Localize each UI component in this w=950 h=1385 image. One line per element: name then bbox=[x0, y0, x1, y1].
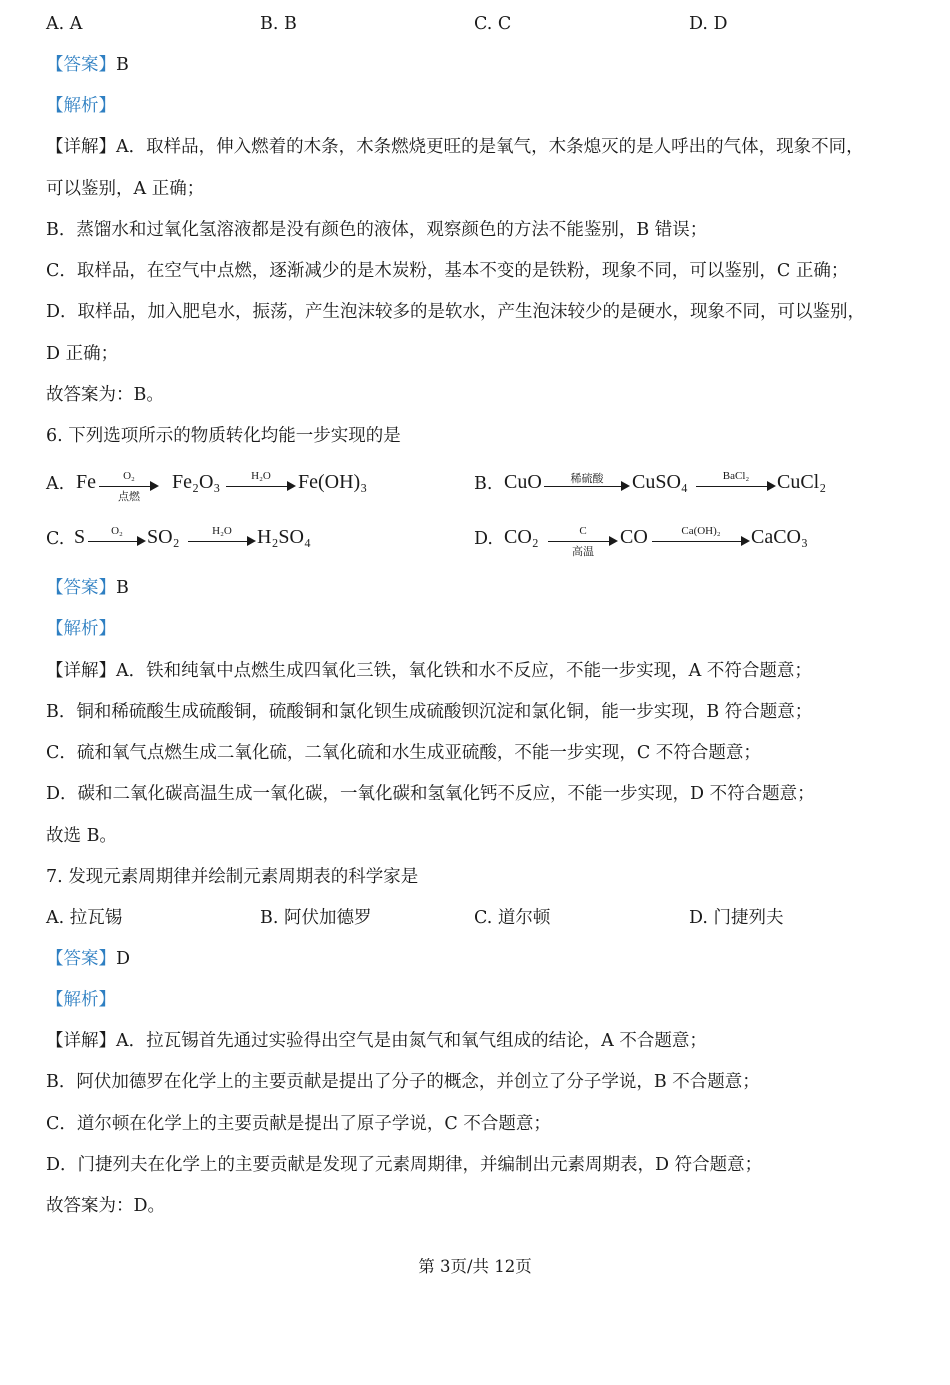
q5-option-a: A. A bbox=[46, 14, 83, 34]
answer-tag: 【答案】 bbox=[46, 55, 116, 75]
arrow-condition: Ca(OH)₂ bbox=[681, 525, 721, 537]
species: Fe(OH)₃ bbox=[298, 471, 368, 493]
species: CO bbox=[620, 526, 648, 548]
reaction-arrow bbox=[652, 525, 750, 555]
q7-option-b: B. 阿伏加德罗 bbox=[260, 908, 372, 928]
q7-detail-line: D．门捷列夫在化学上的主要贡献是发现了元素周期律，并编制出元素周期表，D 符合题意； bbox=[46, 1155, 763, 1175]
species: S bbox=[74, 526, 86, 548]
page-number: 第 3页/共 12页 bbox=[418, 1257, 532, 1276]
arrow-condition: O₂ bbox=[111, 525, 123, 537]
answer-tag: 【答案】 bbox=[46, 578, 116, 598]
q5-detail-line: D．取样品，加入肥皂水，振荡，产生泡沫较多的是软水，产生泡沫较少的是硬水，现象不同，可以鉴别， bbox=[46, 302, 866, 322]
q6-answer bbox=[46, 576, 129, 600]
q5-option-b: B. B bbox=[260, 14, 297, 34]
q6-question: 6. 下列选项所示的物质转化均能一步实现的是 bbox=[46, 426, 401, 446]
q7-option-d: D. 门捷列夫 bbox=[689, 908, 784, 928]
q7-detail-line: C．道尔顿在化学上的主要贡献是提出了原子学说，C 不合题意； bbox=[46, 1114, 551, 1134]
option-letter: A. bbox=[46, 474, 65, 494]
q6-detail-line bbox=[46, 659, 812, 683]
option-letter: B. bbox=[474, 474, 493, 494]
q7-option-c: C. 道尔顿 bbox=[474, 908, 551, 928]
q7-option-a: A. 拉瓦锡 bbox=[46, 908, 123, 928]
q7-question: 7. 发现元素周期律并绘制元素周期表的科学家是 bbox=[46, 867, 419, 887]
species: CO₂ bbox=[504, 526, 539, 548]
q7-detail-line: B．阿伏加德罗在化学上的主要贡献是提出了分子的概念，并创立了分子学说，B 不合题意； bbox=[46, 1072, 760, 1092]
answer-value: D bbox=[116, 949, 131, 969]
reaction-arrow bbox=[88, 525, 146, 555]
q5-option-d: D. D bbox=[689, 14, 728, 34]
q5-detail-line bbox=[46, 135, 864, 159]
species: CuSO₄ bbox=[632, 471, 688, 493]
arrow-condition: BaCl₂ bbox=[722, 470, 750, 482]
q5-detail-line: 可以鉴别，A 正确； bbox=[46, 179, 205, 199]
reaction-arrow bbox=[226, 470, 296, 500]
species: SO₂ bbox=[147, 526, 180, 548]
species: H₂SO₄ bbox=[257, 526, 311, 548]
reaction-arrow bbox=[544, 474, 630, 500]
arrow-condition: H₂O bbox=[251, 470, 271, 482]
arrow-condition: 点燃 bbox=[118, 491, 140, 503]
species: Fe₂O₃ bbox=[172, 471, 221, 493]
q5-conclusion: 故答案为：B。 bbox=[46, 385, 164, 405]
detail-tag: 【详解】 bbox=[46, 137, 116, 157]
q5-answer bbox=[46, 53, 129, 77]
q6-detail-line: C．硫和氧气点燃生成二氧化硫，二氧化硫和水生成亚硫酸，不能一步实现，C 不符合题意； bbox=[46, 743, 761, 763]
arrow-condition: C bbox=[579, 525, 587, 537]
species: CuO bbox=[504, 471, 542, 493]
q6-detail-line: B．铜和稀硫酸生成硫酸铜，硫酸铜和氯化钡生成硫酸钡沉淀和氯化铜，能一步实现，B 符合题意； bbox=[46, 702, 813, 722]
detail-tag: 【详解】 bbox=[46, 661, 116, 681]
detail-text: A．铁和纯氧中点燃生成四氧化三铁，氧化铁和水不反应，不能一步实现，A 不符合题意； bbox=[116, 661, 812, 681]
detail-text: A．拉瓦锡首先通过实验得出空气是由氮气和氧气组成的结论，A 不合题意； bbox=[116, 1031, 707, 1051]
arrow-condition: O₂ bbox=[123, 470, 135, 482]
q6-option-a bbox=[46, 466, 446, 506]
q7-detail-line bbox=[46, 1029, 707, 1053]
arrow-condition: 高温 bbox=[572, 546, 594, 558]
answer-value: B bbox=[116, 55, 129, 75]
reaction-arrow bbox=[548, 525, 618, 558]
q6-conclusion: 故选 B。 bbox=[46, 826, 117, 846]
q5-detail-line: C．取样品，在空气中点燃，逐渐减少的是木炭粉，基本不变的是铁粉，现象不同，可以鉴别，C 正确； bbox=[46, 261, 849, 281]
species: CuCl₂ bbox=[777, 471, 827, 493]
q6-option-c bbox=[46, 521, 446, 561]
arrow-condition: H₂O bbox=[212, 525, 232, 537]
option-letter: D. bbox=[474, 529, 493, 549]
species: CaCO₃ bbox=[751, 526, 808, 548]
q5-analysis-tag: 【解析】 bbox=[46, 96, 116, 116]
reaction-arrow bbox=[696, 470, 776, 500]
q5-option-c: C. C bbox=[474, 14, 512, 34]
answer-value: B bbox=[116, 578, 129, 598]
q5-detail-line: D 正确； bbox=[46, 344, 119, 364]
detail-text: A．取样品，伸入燃着的木条，木条燃烧更旺的是氧气，木条熄灭的是人呼出的气体，现象不同， bbox=[116, 137, 864, 157]
arrow-condition: 稀硫酸 bbox=[570, 473, 604, 485]
q6-detail-line: D．碳和二氧化碳高温生成一氧化碳，一氧化碳和氢氧化钙不反应，不能一步实现，D 不符合题意； bbox=[46, 784, 815, 804]
species: Fe bbox=[76, 471, 96, 493]
reaction-arrow bbox=[99, 470, 159, 503]
q5-detail-line: B．蒸馏水和过氧化氢溶液都是没有颜色的液体，观察颜色的方法不能鉴别，B 错误； bbox=[46, 220, 708, 240]
detail-tag: 【详解】 bbox=[46, 1031, 116, 1051]
q7-conclusion: 故答案为：D。 bbox=[46, 1196, 166, 1216]
reaction-arrow bbox=[188, 525, 256, 555]
q7-analysis-tag: 【解析】 bbox=[46, 990, 116, 1010]
q6-option-d bbox=[474, 521, 874, 561]
answer-tag: 【答案】 bbox=[46, 949, 116, 969]
q6-option-b bbox=[474, 466, 874, 506]
q7-answer bbox=[46, 947, 130, 971]
q6-analysis-tag: 【解析】 bbox=[46, 619, 116, 639]
option-letter: C. bbox=[46, 529, 65, 549]
